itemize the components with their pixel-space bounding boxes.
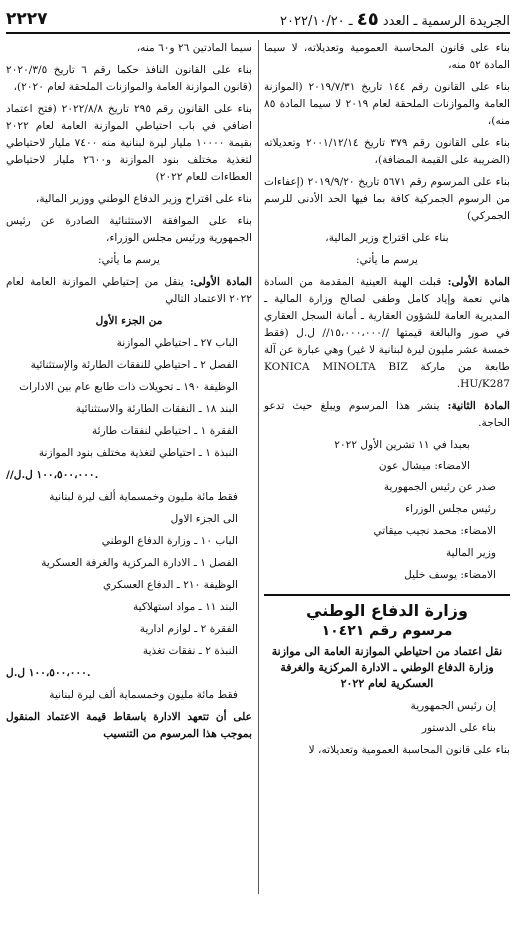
to-function: الوظيفة ٢١٠ ـ الدفاع العسكري <box>102 579 238 591</box>
preamble-5: بناء على اقتراح وزير المالية، <box>325 232 449 244</box>
amount-from-words: فقط مائة مليون وخمسماية ألف ليرة لبنانية <box>49 491 238 503</box>
page-header <box>6 6 510 34</box>
president-line: إن رئيس الجمهورية <box>410 700 496 712</box>
prime-minister-title: رئيس مجلس الوزراء <box>405 503 496 515</box>
from-paragraph: الفقرة ١ ـ احتياطي لنفقات طارئة <box>91 425 238 437</box>
signature-pm: الامضاء: محمد نجيب ميقاتي <box>373 525 496 537</box>
preamble-2: بناء على القانون رقم ١٤٤ تاريخ ٢٠١٩/٧/٣١ (الموازنة العامة والموازنات الملحقة لعام ٢٠١٩ لا سيما المادة ٨٥ منه)، <box>264 81 510 127</box>
date-line: بعبدا في ١١ تشرين الأول ٢٠٢٢ <box>334 439 470 451</box>
from-item: البند ١٨ ـ النفقات الطارئة والاستثنائية <box>75 403 238 415</box>
right-column <box>264 40 510 764</box>
ministry-section <box>264 594 510 759</box>
preamble-4: بناء على المرسوم رقم ٥٦٧١ تاريخ ٢٠١٩/٩/٢٠ (إعفاءات من الرسوم الجمركية كافة بما فيها الحد الأدنى للرسم الجمركي) <box>264 176 511 222</box>
to-part: الى الجزء الاول <box>170 513 238 525</box>
from-section: الفصل ٢ ـ احتياطي للنفقات الطارئة والإستثنائية <box>30 359 238 371</box>
to-section: الفصل ١ ـ الادارة المركزية والغرفة العسكرية <box>41 557 238 569</box>
page-number: ٢٢٢٧ <box>6 9 48 29</box>
to-item: البند ١١ ـ مواد استهلاكية <box>132 601 238 613</box>
signature-finance: الامضاء: يوسف خليل <box>404 569 496 581</box>
from-chapter: الباب ٢٧ ـ احتياطي الموازنة <box>116 337 238 349</box>
from-subitem: النبذة ١ ـ احتياطي لتغذية مختلف بنود الموازنة <box>38 447 238 459</box>
amount-to: ١٠٠،٥٠٠،٠٠٠ ل.ل. <box>6 667 91 679</box>
issued-by: صدر عن رئيس الجمهورية <box>383 481 496 493</box>
to-paragraph: الفقرة ٢ ـ لوازم ادارية <box>139 623 238 635</box>
to-chapter: الباب ١٠ ـ وزارة الدفاع الوطني <box>101 535 238 547</box>
ministry-name: وزارة الدفاع الوطني <box>306 601 468 620</box>
to-subitem: النبذة ٢ ـ نفقات تغذية <box>142 645 238 657</box>
from-function: الوظيفة ١٩٠ ـ تحويلات ذات طابع عام بين الادارات <box>19 381 238 393</box>
amount-to-words: فقط مائة مليون وخمسماية ألف ليرة لبنانية <box>49 689 238 701</box>
finance-minister-title: وزير المالية <box>445 547 496 559</box>
left-column <box>6 40 252 748</box>
preamble-3: بناء على القانون رقم ٣٧٩ تاريخ ٢٠٠١/١٢/١٤ وتعديلاته (الضريبة على القيمة المضافة)، <box>264 137 510 166</box>
article-2: المادة الثانية: ينشر هذا المرسوم ويبلغ حيث تدعو الحاجة. <box>264 400 510 429</box>
signature-president: الامضاء: ميشال عون <box>378 460 470 472</box>
closing-clause: على أن تتعهد الادارة باسقاط قيمة الاعتماد المنقول بموجب هذا المرسوم من التنسيب <box>6 711 252 740</box>
gazette-title: الجريدة الرسمية ـ العدد ٤٥ ـ ٢٠٢٢/١٠/٢٠ <box>280 8 510 30</box>
preamble-1: بناء على قانون المحاسبة العمومية وتعديلاته، لا سيما المادة ٥٢ منه، <box>264 42 510 71</box>
decrees-line: يرسم ما يأتي: <box>356 254 418 266</box>
preamble-law-295: بناء على القانون رقم ٢٩٥ تاريخ ٢٠٢٢/٨/٨ (فتح اعتماد اضافي في باب احتياطي الموازنة العامة لعام ٢٠٢٢ بقيمة ١٠٠٠٠ مليار ليرة لبنانية منه ٧٤٠٠ مليار لاحتياطي لتغذية مختلف بنود الموازنة و٢٦٠٠ مليار لاحتياطي العطاءات للعام ٢٠٢٢) <box>6 103 253 183</box>
from-part: من الجزء الأول <box>95 315 163 327</box>
preamble-law-6: بناء على القانون النافذ حكما رقم ٦ تاريخ ٢٠٢٠/٣/٥ (قانون الموازنة العامة والموازنات الملحقة لعام ٢٠٢٠)، <box>6 64 252 93</box>
decree-number: مرسوم رقم ١٠٤٢١ <box>321 623 453 639</box>
preamble-proposal: بناء على اقتراح وزير الدفاع الوطني ووزير المالية، <box>35 193 252 205</box>
decree-title: نقل اعتماد من احتياطي الموازنة العامة الى موازنة وزارة الدفاع الوطني ـ الادارة المركزية والغرفة العسكرية لعام ٢٠٢٢ <box>271 645 503 690</box>
continuation: سيما المادتين ٢٦ و٦٠ منه، <box>136 42 252 54</box>
amount-from: //١٠٠،٥٠٠،٠٠٠ ل.ل. <box>6 469 99 481</box>
constitution-line: بناء على الدستور <box>421 722 496 734</box>
article-1: المادة الأولى: قبلت الهبة العينية المقدمة من السادة هاني نعمة وإياد كامل وطفى لصالح وزارة المالية ـ المديرية العامة للشؤون العقارية ـ أمانة السجل العقاري في صور والبالغة قيمتها //١٥،٠٠٠،٠٠٠// ل.ل (فقط خمسة عشر مليون ليرة لبنانية لا غير) وهي عبارة عن آلة طابعة من ماركة KONICA MINOLTA BIZ HU/K287. <box>264 276 510 390</box>
decrees-line: يرسم ما يأتي: <box>98 254 160 266</box>
column-divider <box>258 40 259 894</box>
preamble-approval: بناء على الموافقة الاستثنائية الصادرة عن رئيس الجمهورية ورئيس مجلس الوزراء، <box>6 215 252 244</box>
accounting-law-line: بناء على قانون المحاسبة العمومية وتعديلاته، لا <box>308 744 510 756</box>
article-1: المادة الأولى: ينقل من إحتياطي الموازنة العامة لعام ٢٠٢٢ الاعتماد التالي <box>6 276 252 305</box>
